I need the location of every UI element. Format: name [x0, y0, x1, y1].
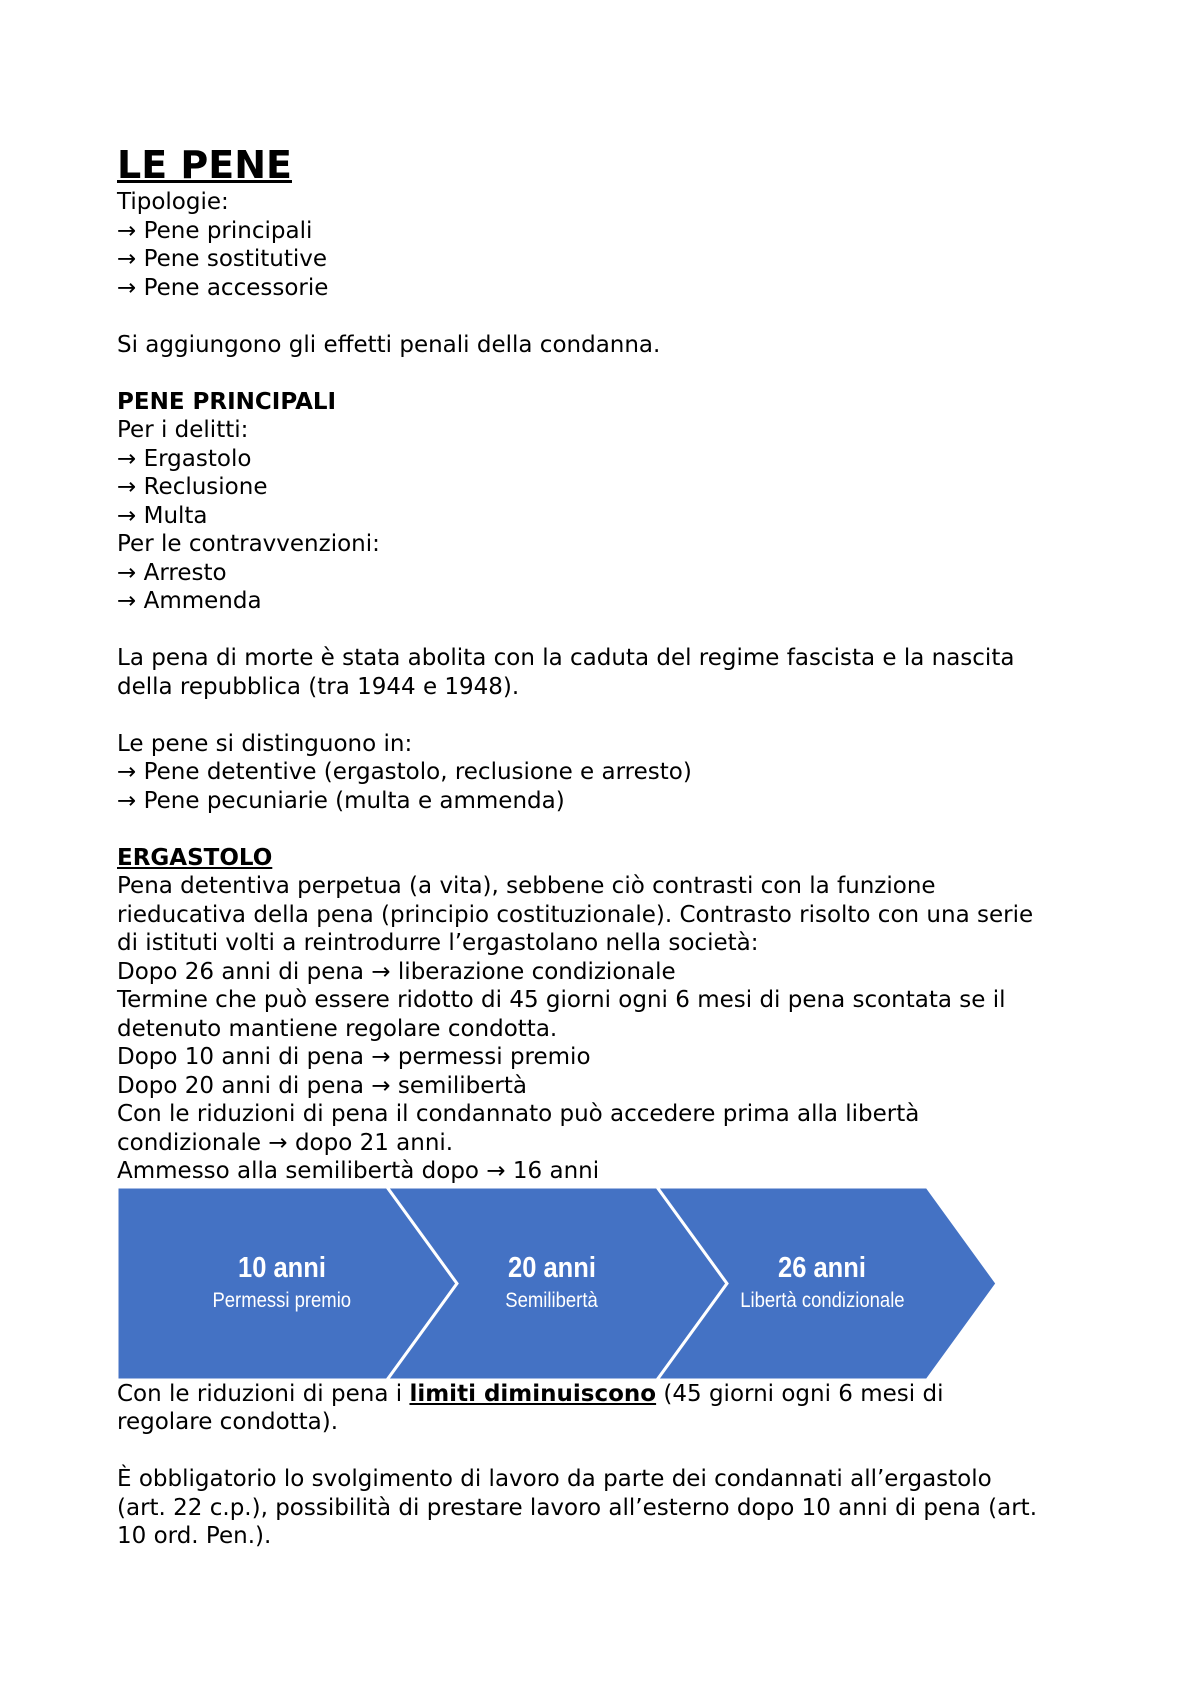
list-item: → Reclusione [117, 474, 268, 500]
timeline-step-3 [697, 1187, 947, 1380]
paragraph-line: La pena di morte è stata abolita con la caduta del regime fascista e la nascita [117, 645, 1015, 671]
arrow-icon: → [117, 217, 137, 244]
paragraph-line: Con le riduzioni di pena i limiti diminuiscono (45 giorni ogni 6 mesi di [117, 1380, 944, 1407]
section-heading-principali: PENE PRINCIPALI [117, 388, 337, 415]
paragraph-line: Dopo 20 anni di pena → semilibertà [117, 1072, 527, 1099]
arrow-icon: → [117, 274, 137, 301]
step-label: Semilibertà [505, 1289, 599, 1312]
arrow-icon: → [117, 759, 137, 785]
arrow-icon: → [371, 1072, 391, 1099]
paragraph-line: È obbligatorio lo svolgimento di lavoro da parte dei condannati all’ergastolo [117, 1466, 992, 1492]
paragraph-line: Termine che può essere ridotto di 45 giorni ogni 6 mesi di pena scontata se il [117, 987, 1006, 1013]
paragraph: Si aggiungono gli effetti penali della condanna. [117, 331, 661, 358]
paragraph-line: (art. 22 c.p.), possibilità di prestare lavoro all’esterno dopo 10 anni di pena (art. [117, 1494, 1037, 1521]
timeline-step-1 [157, 1187, 407, 1380]
paragraph-line: di istituti volti a reintrodurre l’ergastolano nella società: [117, 930, 759, 956]
paragraph-line: Dopo 26 anni di pena → liberazione condizionale [117, 958, 676, 985]
paragraph-line: della repubblica (tra 1944 e 1948). [117, 673, 520, 700]
step-years: 20 anni [508, 1252, 596, 1284]
subheading: Per le contravvenzioni: [117, 531, 380, 557]
list-item: → Pene accessorie [117, 274, 329, 301]
paragraph-line: Ammesso alla semilibertà dopo → 16 anni [117, 1158, 600, 1184]
page-title: LE PENE [117, 143, 292, 187]
arrow-icon: → [117, 445, 137, 472]
paragraph-line: regolare condotta). [117, 1409, 339, 1435]
step-years: 26 anni [778, 1252, 866, 1284]
subheading: Le pene si distinguono in: [117, 730, 413, 757]
subheading: Per i delitti: [117, 417, 249, 443]
arrow-icon: → [117, 559, 137, 586]
paragraph-line: detenuto mantiene regolare condotta. [117, 1015, 558, 1042]
emphasis-text: limiti diminuiscono [409, 1380, 657, 1407]
list-item: → Pene sostitutive [117, 246, 328, 272]
arrow-icon: → [117, 588, 137, 614]
list-item: → Ergastolo [117, 445, 252, 472]
document-page [117, 142, 1097, 1551]
paragraph-line: 10 ord. Pen.). [117, 1523, 272, 1549]
arrow-icon: → [371, 958, 391, 985]
arrow-icon: → [117, 246, 137, 272]
arrow-icon: → [486, 1158, 506, 1184]
arrow-icon: → [117, 787, 137, 814]
list-item: → Pene pecuniarie (multa e ammenda) [117, 787, 565, 814]
paragraph-line: Pena detentiva perpetua (a vita), sebbene ciò contrasti con la funzione [117, 873, 936, 899]
step-years: 10 anni [238, 1252, 326, 1284]
list-item: → Pene principali [117, 217, 313, 244]
typologies-heading: Tipologie: [117, 189, 229, 215]
paragraph-line: Con le riduzioni di pena il condannato può accedere prima alla libertà [117, 1101, 920, 1127]
step-label: Permessi premio [212, 1289, 352, 1312]
timeline-step-2 [427, 1187, 677, 1380]
paragraph-line: rieducativa della pena (principio costituzionale). Contrasto risolto con una serie [117, 901, 1034, 928]
section-heading-ergastolo: ERGASTOLO [117, 844, 273, 871]
arrow-icon: → [371, 1044, 391, 1070]
timeline-diagram [117, 1187, 997, 1380]
list-item: → Multa [117, 502, 208, 529]
list-item: → Arresto [117, 559, 227, 586]
arrow-icon: → [117, 474, 137, 500]
arrow-icon: → [268, 1129, 288, 1156]
arrow-icon: → [117, 502, 137, 529]
list-item: → Pene detentive (ergastolo, reclusione e arresto) [117, 759, 692, 785]
list-item: → Ammenda [117, 588, 262, 614]
paragraph-line: condizionale → dopo 21 anni. [117, 1129, 454, 1156]
step-label: Libertà condizionale [739, 1289, 905, 1312]
paragraph-line: Dopo 10 anni di pena → permessi premio [117, 1044, 591, 1070]
